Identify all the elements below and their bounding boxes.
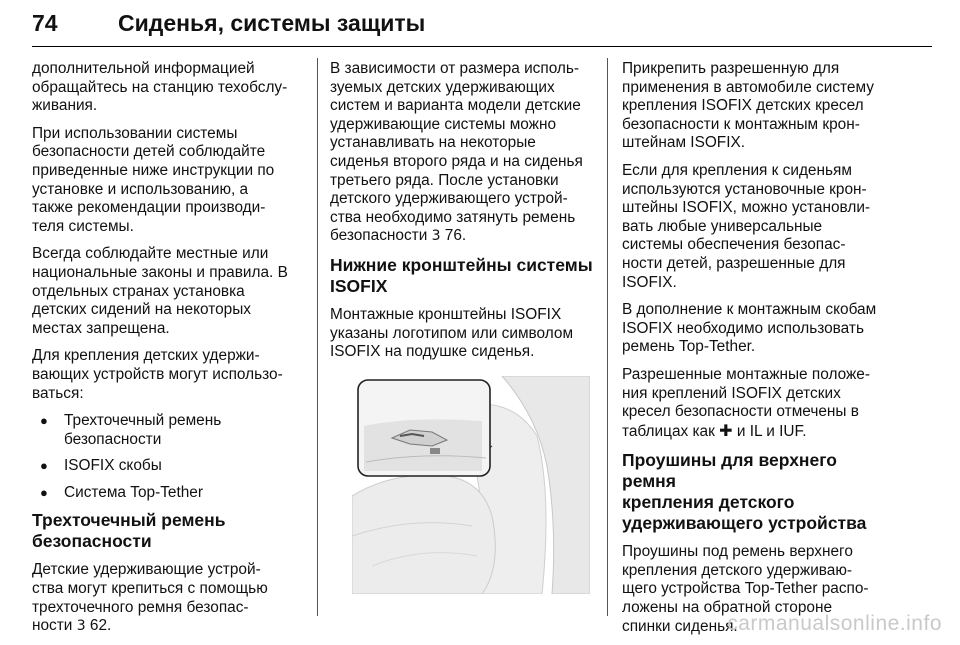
column-3 [622,60,892,645]
column-divider [607,58,608,616]
list-item: ● ISOFIX скобы [32,457,304,476]
page-title: Сиденья, системы защиты [118,10,426,36]
paragraph: Проушины под ремень верхнего крепления детского удерживаю- щего устройства Top-Tether распо- ложены на обратной стороне спинки сиденья. [622,543,869,635]
paragraph: Если для крепления к сиденьям используются установочные крон- штейны ISOFIX, можно установли- вать любые универсальные системы обеспечения безопас- ности детей, разрешенные для ISOFIX. [622,161,871,291]
page-ref-link[interactable]: 76. [444,227,467,245]
paragraph: Для крепления детских удержи- вающих устройств могут использо- ваться: [32,347,283,402]
seat-illustration-icon [352,376,590,594]
page-ref-icon: 3 [431,228,441,245]
column-1 [32,60,304,645]
paragraph: В зависимости от размера исполь- зуемых детских удерживающих систем и варианта модели детские удерживающие системы можно устанавливать на некоторые сиденья второго ряда и на сиденья третьего ряда. После установки детского удерживающего устрой- ства необходимо затянуть ремень безопасности 3 76. [330,60,583,245]
paragraph: Монтажные кронштейны ISOFIX указаны логотипом или символом ISOFIX на подушке сиденья. [330,305,574,361]
page-header [32,6,932,47]
page-ref-link[interactable]: 62. [89,617,112,635]
paragraph: Всегда соблюдайте местные или национальные законы и правила. В отдельных странах установка детских сидений на некоторых местах запрещена. [32,245,288,337]
column-divider [317,58,318,616]
section-heading: Трехточечный ремень безопасности [32,510,226,552]
section-heading: Нижние кронштейны системы ISOFIX [330,254,593,296]
isofix-seat-illustration [352,376,590,594]
paragraph: При использовании системы безопасности детей соблюдайте приведенные ниже инструкции по установке и использованию, а также рекомендации производи- теля системы. [32,124,275,235]
paragraph: В дополнение к монтажным скобам ISOFIX необходимо использовать ремень Top-Tether. [622,301,877,356]
page-ref-icon: 3 [76,618,86,635]
fastening-list [32,412,304,502]
list-item: ● Трехточечный ремень безопасности [32,412,304,449]
paragraph: дополнительной информацией обращайтесь на станцию техобслу- живания. [32,60,288,115]
column-2 [330,60,598,594]
paragraph: Прикрепить разрешенную для применения в автомобиле систему крепления ISOFIX детских кресел безопасности к монтажным крон- штейнам ISOFIX. [622,60,874,152]
section-heading: Проушины для верхнего ремня крепления детского удерживающего устройства [622,450,867,534]
paragraph: Разрешенные монтажные положе- ния креплений ISOFIX детских кресел безопасности отмечены в таблицах как ✚ и IL и IUF. [622,365,870,440]
paragraph: Детские удерживающие устрой- ства могут крепиться с помощью трехточечного ремня безопас- ности 3 62. [32,561,268,635]
page-number: 74 [32,10,58,36]
list-item: ● Система Top-Tether [32,484,304,503]
plus-icon: ✚ [719,420,733,440]
watermark: carmanualsonline.info [727,612,942,635]
